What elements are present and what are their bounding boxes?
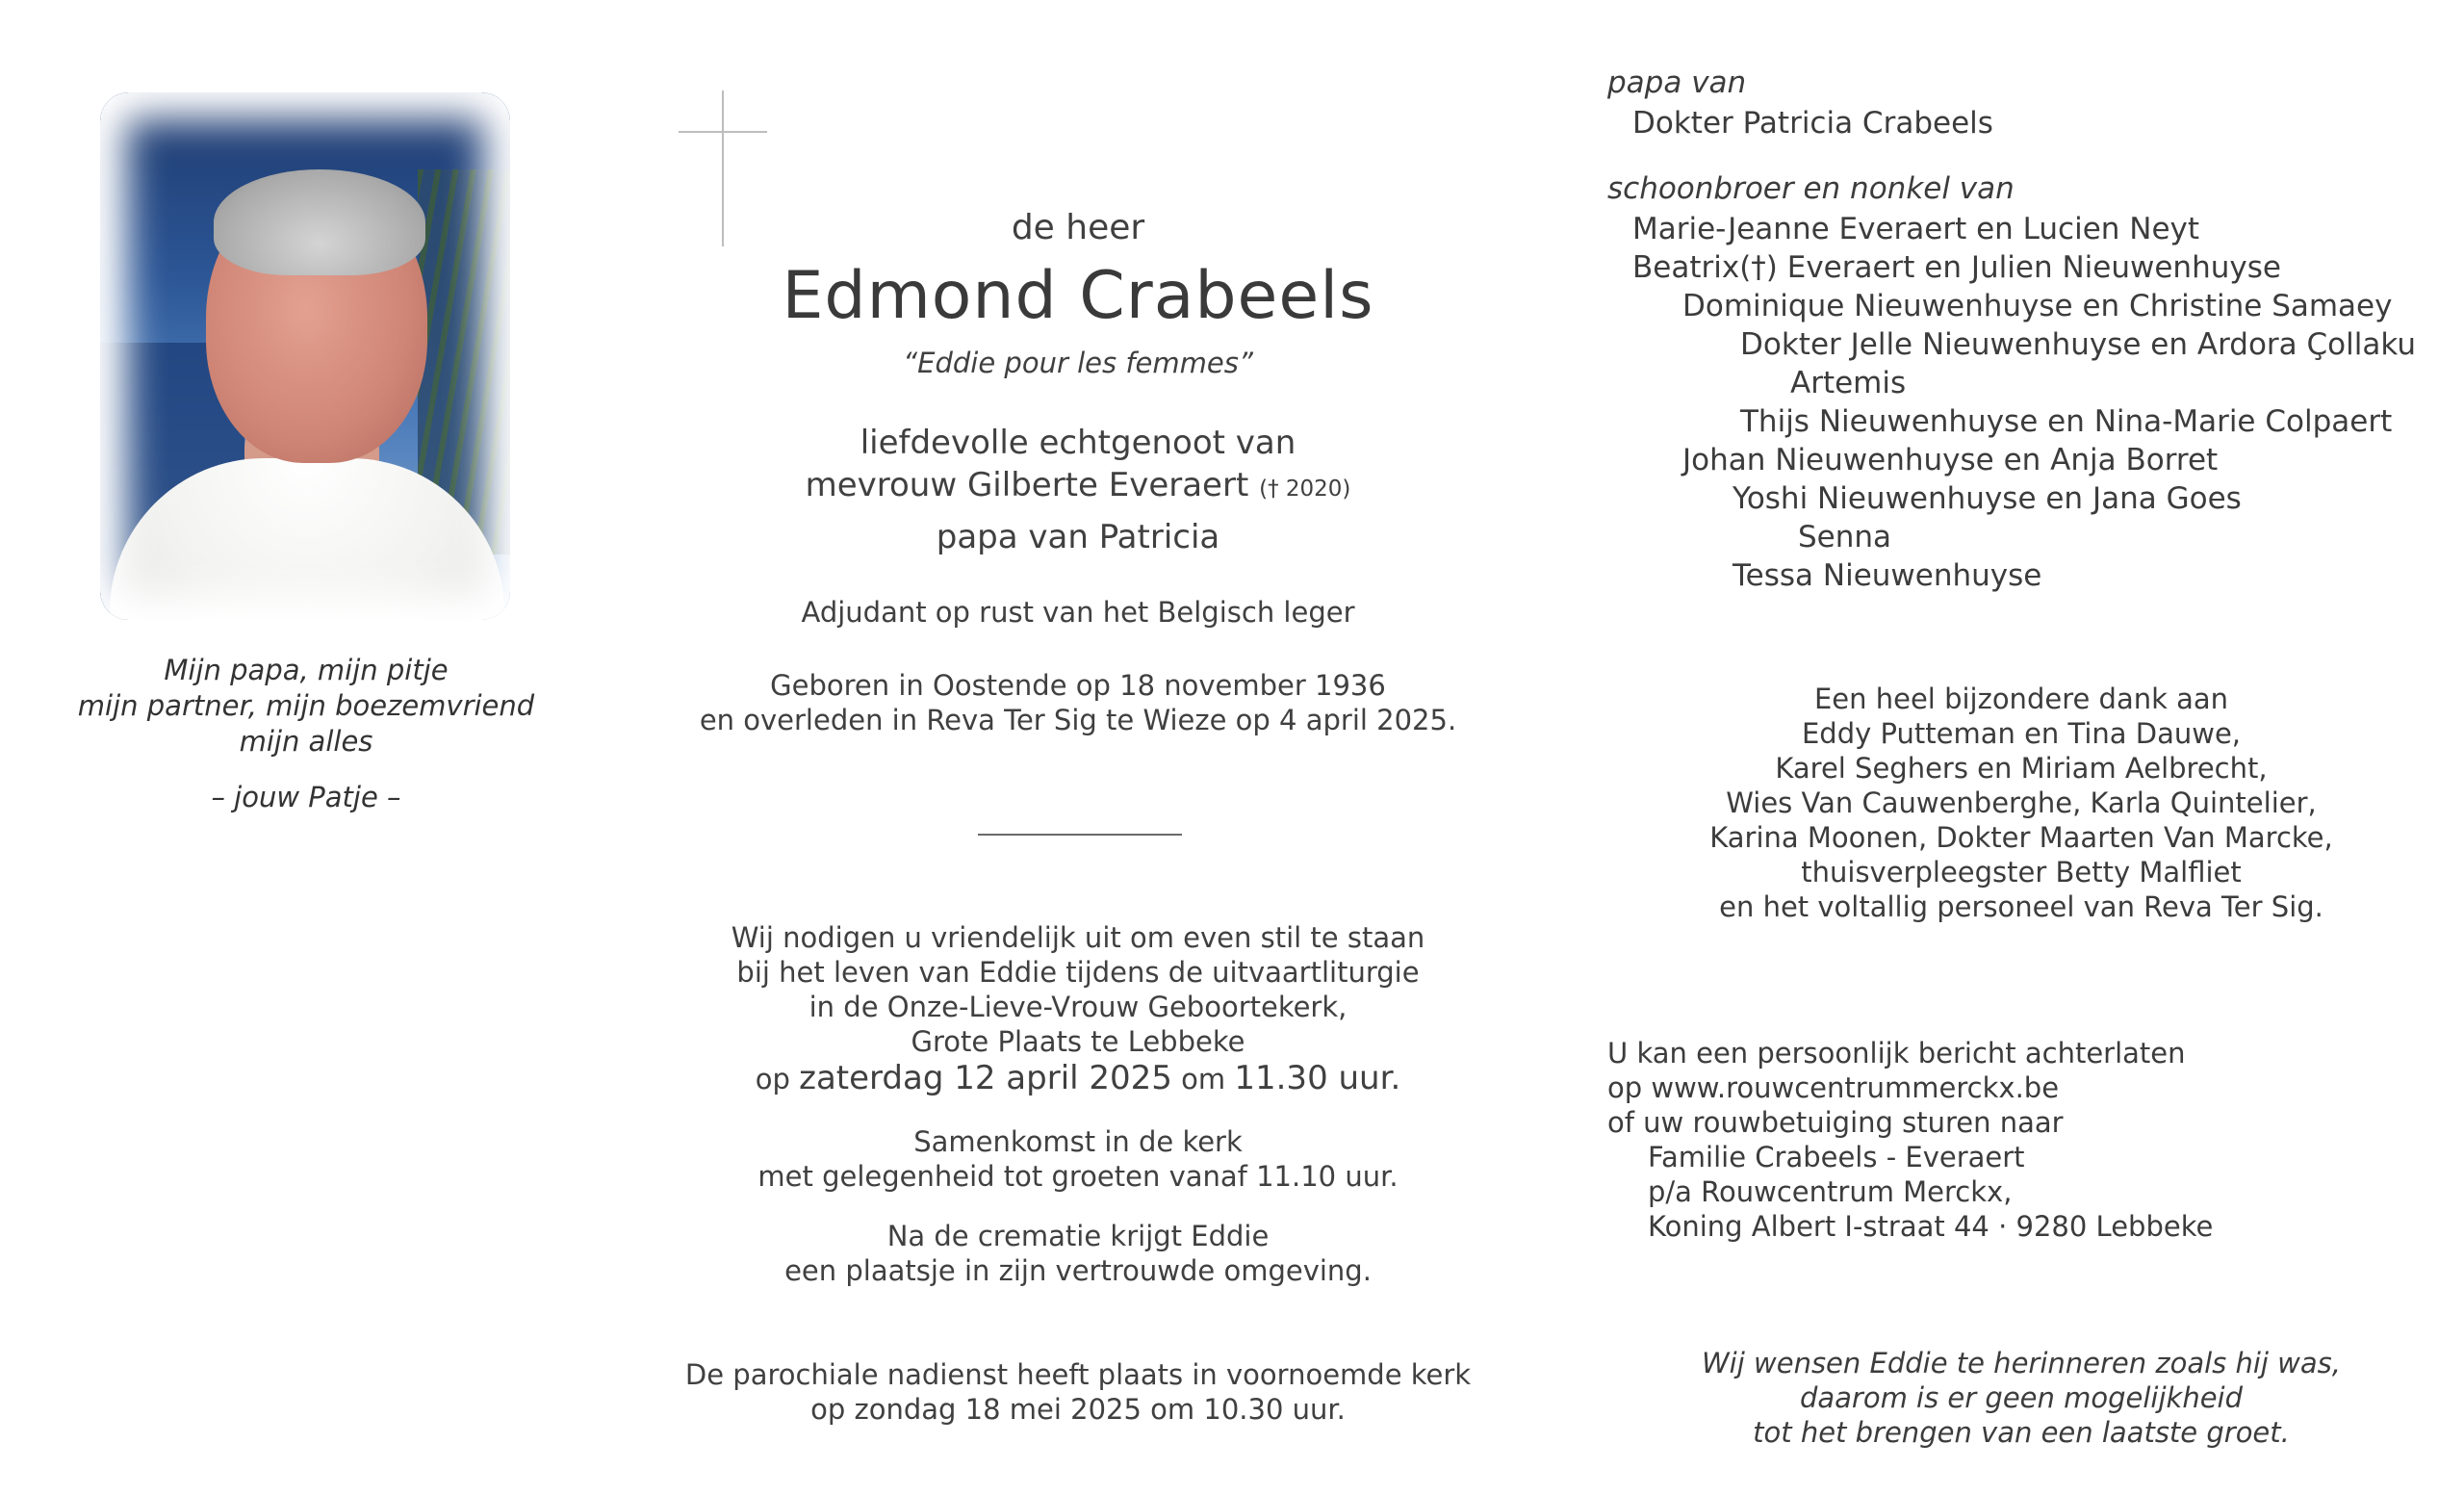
service-line: op zondag 18 mei 2025 om 10.30 uur. — [810, 1393, 1346, 1426]
message-block — [1607, 1036, 2186, 1140]
dedication-line: mijn alles — [239, 725, 373, 758]
divider-line — [978, 834, 1182, 836]
family-member: Artemis — [1790, 366, 1907, 400]
invitation-line: bij het leven van Eddie tijdens de uitvaartliturgie — [736, 956, 1420, 989]
family-heading: schoonbroer en nonkel van — [1607, 171, 2015, 206]
thanks-line: Wies Van Cauwenberghe, Karla Quintelier, — [1726, 786, 2317, 819]
family-member: Senna — [1798, 520, 1892, 554]
invitation-line: Grote Plaats te Lebbeke — [911, 1025, 1245, 1058]
funeral-time: 11.30 uur. — [1234, 1059, 1401, 1097]
birth-line: Geboren in Oostende op 18 november 1936 — [770, 669, 1386, 702]
funeral-date: zaterdag 12 april 2025 — [799, 1059, 1172, 1097]
child-line: papa van Patricia — [936, 518, 1220, 556]
closing-note — [1588, 1346, 2454, 1450]
message-line: U kan een persoonlijk bericht achterlaten — [1607, 1037, 2186, 1070]
closing-line: tot het brengen van een laatste groet. — [1753, 1416, 2290, 1449]
thanks-line: Karel Seghers en Miriam Aelbrecht, — [1775, 752, 2268, 785]
spouse-line — [635, 466, 1521, 504]
gathering-line: met gelegenheid tot groeten vanaf 11.10 uur. — [757, 1160, 1399, 1193]
service-block — [635, 1357, 1521, 1427]
dedication-quote — [58, 653, 554, 760]
gathering-block — [635, 1124, 1521, 1194]
family-member: Johan Nieuwenhuyse en Anja Borret — [1682, 443, 2219, 477]
portrait-photo — [100, 92, 510, 620]
closing-line: daarom is er geen mogelijkheid — [1799, 1381, 2244, 1414]
funeral-date-line — [635, 1061, 1521, 1096]
papa-heading: papa van — [1607, 65, 1747, 100]
address-line: p/a Rouwcentrum Merckx, — [1648, 1175, 2013, 1208]
closing-line: Wij wensen Eddie te herinneren zoals hij was, — [1702, 1347, 2341, 1379]
service-line: De parochiale nadienst heeft plaats in voornoemde kerk — [684, 1358, 1472, 1391]
message-line: of uw rouwbetuiging sturen naar — [1607, 1106, 2064, 1139]
thanks-line: en het voltallig personeel van Reva Ter Sig. — [1719, 890, 2323, 923]
dedication-signature: – jouw Patje – — [211, 781, 401, 813]
family-member: Beatrix(†) Everaert en Julien Nieuwenhuyse — [1632, 250, 2281, 285]
thanks-line: Eddy Putteman en Tina Dauwe, — [1801, 717, 2242, 750]
invitation-line: in de Onze-Lieve-Vrouw Geboortekerk, — [808, 991, 1348, 1023]
family-member: Thijs Nieuwenhuyse en Nina-Marie Colpaert — [1740, 404, 2393, 439]
cremation-line: Na de crematie krijgt Eddie — [886, 1220, 1270, 1252]
papa-of: Dokter Patricia Crabeels — [1632, 106, 1993, 141]
date-op: op — [755, 1063, 790, 1095]
address-line: Koning Albert I-straat 44 · 9280 Lebbeke — [1648, 1210, 2214, 1243]
thanks-line: Een heel bijzondere dank aan — [1813, 683, 2229, 715]
spouse-death: († 2020) — [1259, 477, 1351, 502]
dedication-line: mijn partner, mijn boezemvriend — [77, 689, 535, 722]
gathering-line: Samenkomst in de kerk — [913, 1125, 1243, 1158]
cremation-block — [635, 1219, 1521, 1288]
birth-death-block — [635, 668, 1521, 737]
deceased-name: Edmond Crabeels — [782, 258, 1374, 334]
nickname: “Eddie pour les femmes” — [903, 347, 1253, 379]
thanks-line: Karina Moonen, Dokter Maarten Van Marcke, — [1709, 821, 2333, 854]
address-line: Familie Crabeels - Everaert — [1648, 1141, 2025, 1173]
cremation-line: een plaatsje in zijn vertrouwde omgeving. — [784, 1254, 1372, 1287]
cross-icon-bar — [679, 131, 767, 133]
thanks-line: thuisverpleegster Betty Malfliet — [1801, 856, 2242, 889]
honorific: de heer — [1011, 208, 1145, 247]
dedication-line: Mijn papa, mijn pitje — [164, 654, 449, 686]
spouse-intro: liefdevolle echtgenoot van — [860, 424, 1296, 462]
address-block — [1648, 1140, 2213, 1244]
spouse-name: mevrouw Gilberte Everaert — [805, 466, 1249, 504]
death-line: en overleden in Reva Ter Sig te Wieze op 4 april 2025. — [699, 704, 1457, 736]
invitation-line: Wij nodigen u vriendelijk uit om even stil te staan — [731, 921, 1425, 954]
family-member: Tessa Nieuwenhuyse — [1732, 558, 2042, 593]
message-line: op www.rouwcentrummerckx.be — [1607, 1071, 2060, 1104]
family-member: Yoshi Nieuwenhuyse en Jana Goes — [1732, 481, 2242, 516]
family-member: Marie-Jeanne Everaert en Lucien Neyt — [1632, 212, 2200, 246]
date-om: om — [1181, 1063, 1226, 1095]
profession: Adjudant op rust van het Belgisch leger — [801, 596, 1355, 629]
thanks-block — [1588, 682, 2454, 924]
invitation-block — [635, 920, 1521, 1059]
family-member: Dominique Nieuwenhuyse en Christine Samaey — [1682, 289, 2393, 323]
family-member: Dokter Jelle Nieuwenhuyse en Ardora Çollaku — [1740, 327, 2416, 362]
